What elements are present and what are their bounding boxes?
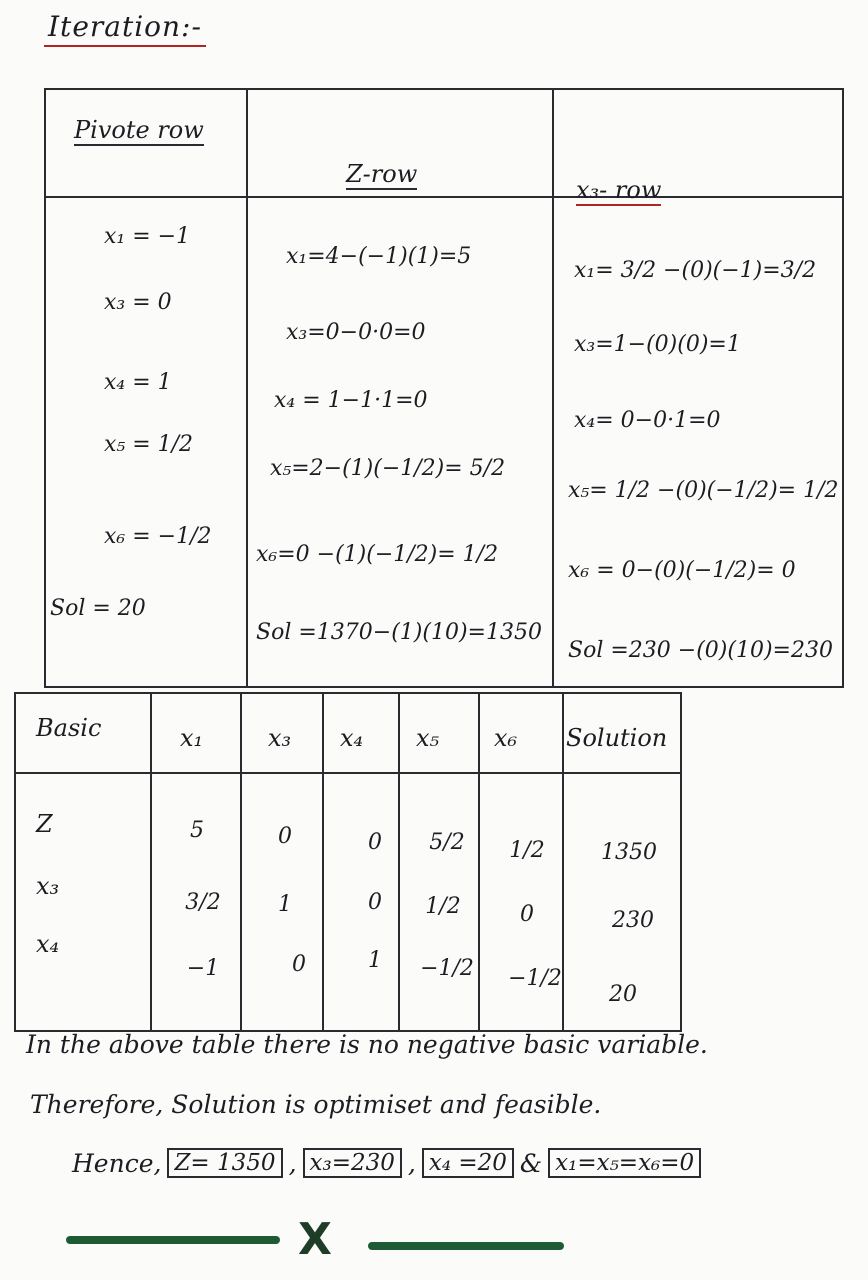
z-row-cell: x₃=0−0·0=0 bbox=[286, 320, 426, 345]
z-row-cell: Sol =1370−(1)(10)=1350 bbox=[256, 620, 542, 645]
simplex-table bbox=[14, 692, 682, 1032]
cell-value: 230 bbox=[612, 908, 654, 933]
pivot-cell: x₅ = 1/2 bbox=[104, 432, 194, 457]
end-bar-right bbox=[368, 1242, 564, 1250]
header-x1: x₁ bbox=[180, 724, 204, 752]
cell-value: −1/2 bbox=[420, 956, 474, 981]
pivot-cell: x₁ = −1 bbox=[104, 224, 191, 249]
hence-label: Hence, bbox=[72, 1148, 162, 1178]
result-x4-box: x₄ =20 bbox=[422, 1148, 514, 1178]
header-divider bbox=[16, 772, 682, 774]
header-x5: x₅ bbox=[416, 724, 440, 752]
row-label-x4: x₄ bbox=[36, 930, 60, 958]
z-row-header: Z-row bbox=[346, 160, 418, 188]
x3-row-cell: x₃=1−(0)(0)=1 bbox=[574, 332, 741, 357]
header-x3: x₃ bbox=[268, 724, 292, 752]
cell-value: 0 bbox=[368, 890, 382, 915]
cell-value: 5 bbox=[190, 818, 204, 843]
pivot-cell: x₄ = 1 bbox=[104, 370, 172, 395]
cell-value: 1350 bbox=[601, 840, 657, 865]
separator: , bbox=[407, 1148, 416, 1178]
header-divider bbox=[46, 196, 842, 198]
cell-value: 20 bbox=[609, 982, 637, 1007]
column-divider bbox=[552, 90, 554, 686]
cell-value: 0 bbox=[278, 824, 292, 849]
column-divider bbox=[150, 694, 152, 1030]
result-z-box: Z= 1350 bbox=[167, 1148, 282, 1178]
final-result-line bbox=[72, 1148, 701, 1178]
cell-value: 1 bbox=[368, 948, 382, 973]
z-row-cell: x₄ = 1−1·1=0 bbox=[274, 388, 428, 413]
cell-value: 0 bbox=[368, 830, 382, 855]
pivot-cell: Sol = 20 bbox=[50, 596, 146, 621]
cell-value: 5/2 bbox=[429, 830, 465, 855]
header-solution: Solution bbox=[566, 724, 668, 752]
cell-value: −1 bbox=[186, 956, 220, 981]
pivot-cell: x₃ = 0 bbox=[104, 290, 172, 315]
cell-value: 3/2 bbox=[185, 890, 221, 915]
x3-row-cell: x₄= 0−0·1=0 bbox=[574, 408, 721, 433]
cell-value: 0 bbox=[292, 952, 306, 977]
z-row-cell: x₅=2−(1)(−1/2)= 5/2 bbox=[270, 456, 506, 481]
cell-value: 1/2 bbox=[509, 838, 545, 863]
z-row-cell: x₆=0 −(1)(−1/2)= 1/2 bbox=[256, 542, 499, 567]
cell-value: 1/2 bbox=[425, 894, 461, 919]
header-x6: x₆ bbox=[494, 724, 518, 752]
cell-value: −1/2 bbox=[508, 966, 562, 991]
z-row-cell: x₁=4−(−1)(1)=5 bbox=[286, 244, 472, 269]
end-cross-mark: X bbox=[298, 1214, 332, 1265]
x3-row-cell: x₁= 3/2 −(0)(−1)=3/2 bbox=[574, 258, 817, 283]
x3-row-header: x₃- row bbox=[576, 176, 662, 204]
row-label-z: Z bbox=[36, 810, 53, 838]
column-divider bbox=[398, 694, 400, 1030]
conclusion-line-2: Therefore, Solution is optimiset and feasible. bbox=[30, 1090, 602, 1119]
column-divider bbox=[246, 90, 248, 686]
separator: , bbox=[288, 1148, 297, 1178]
result-zero-vars-box: x₁=x₅=x₆=0 bbox=[548, 1148, 701, 1178]
pivot-cell: x₆ = −1/2 bbox=[104, 524, 212, 549]
cell-value: 0 bbox=[520, 902, 534, 927]
ampersand: & bbox=[519, 1148, 543, 1178]
x3-row-cell: x₅= 1/2 −(0)(−1/2)= 1/2 bbox=[568, 478, 839, 503]
x3-row-cell: x₆ = 0−(0)(−1/2)= 0 bbox=[568, 558, 796, 583]
column-divider bbox=[322, 694, 324, 1030]
x3-row-cell: Sol =230 −(0)(10)=230 bbox=[568, 638, 833, 663]
column-divider bbox=[240, 694, 242, 1030]
pivot-row-header: Pivote row bbox=[74, 116, 204, 144]
page-heading: Iteration:- bbox=[44, 10, 206, 47]
conclusion-line-1: In the above table there is no negative basic variable. bbox=[26, 1030, 708, 1059]
iteration-table bbox=[44, 88, 844, 688]
result-x3-box: x₃=230 bbox=[303, 1148, 402, 1178]
column-divider bbox=[680, 694, 682, 1030]
cell-value: 1 bbox=[278, 892, 292, 917]
header-basic: Basic bbox=[36, 714, 102, 742]
header-x4: x₄ bbox=[340, 724, 364, 752]
row-label-x3: x₃ bbox=[36, 872, 60, 900]
end-bar-left bbox=[66, 1236, 280, 1244]
